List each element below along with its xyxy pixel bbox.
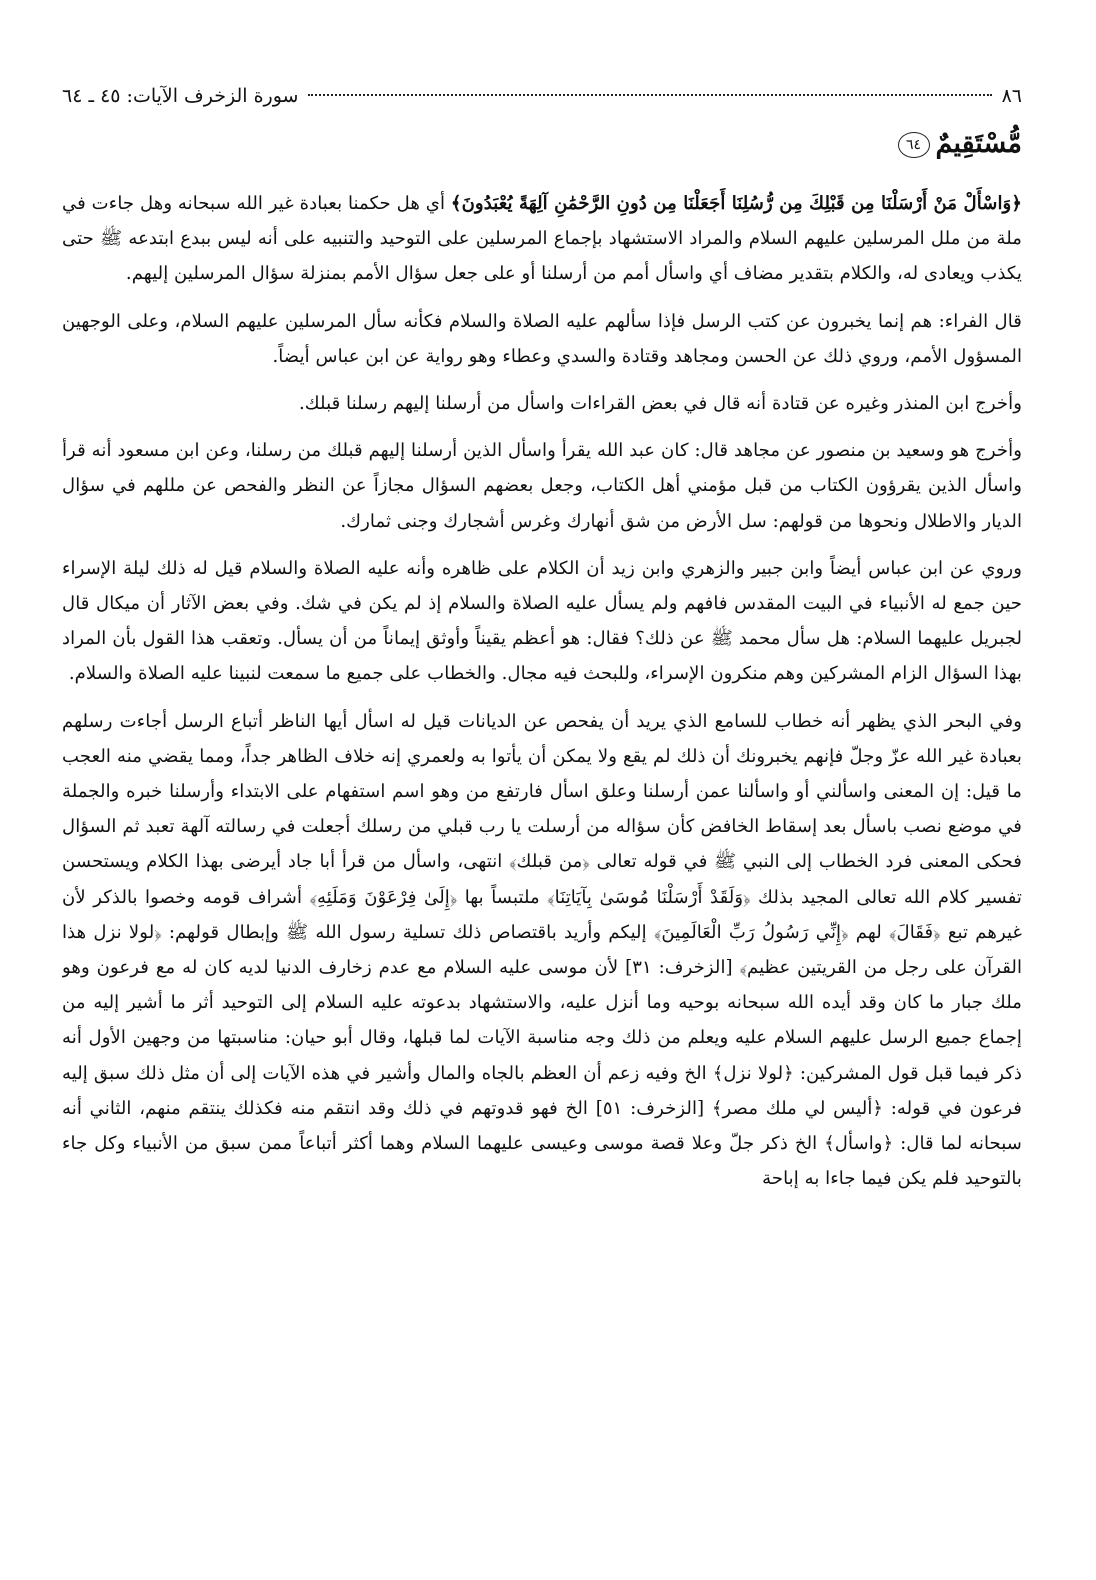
running-title: سورة الزخرف الآيات: ٤٥ ـ ٦٤: [62, 85, 299, 107]
paragraph-2: [62, 304, 1022, 374]
paragraph-text: وروي عن ابن عباس أيضاً وابن جبير والزهري وابن زيد أن الكلام على ظاهره وأنه عليه الصلاة والسلام قيل له ذلك ليلة الإسراء حين جمع له الأنبياء في البيت المقدس فافهم ولم يسأل عليه الصلاة والسلام إذ لم يكن في شك. وفي بعض الآثار أن ميكال قال لجبريل عليهما السلام: هل سأل محمد ﷺ عن ذلك؟ فقال: هو أعظم يقيناً وأوثق إيماناً من أن يسأل. وتعقب هذا القول بأن المراد بهذا السؤال الزام المشركين وهم منكرون الإسراء، وللبحث فيه مجال. والخطاب على جميع ما سمعت لنبينا عليه الصلاة والسلام.: [62, 557, 1022, 685]
quran-quote: ﴿وَاسْأَلْ مَنْ أَرْسَلْنَا مِن قَبْلِكَ مِن رُّسُلِنَا أَجَعَلْنَا مِن دُونِ الرَّحْمَٰنِ آلِهَةً يُعْبَدُونَ﴾: [450, 193, 1022, 214]
paragraph-text: قال الفراء: هم إنما يخبرون عن كتب الرسل فإذا سألهم عليه الصلاة والسلام فكأنه سأل المرسلين عليهم السلام، وعلى الوجهين المسؤول الأمم، وروي ذلك عن الحسن ومجاهد وقتادة والسدي وعطاء وهو رواية عن ابن عباس أيضاً.: [62, 310, 1022, 367]
paragraph-text: وأخرج هو وسعيد بن منصور عن مجاهد قال: كان عبد الله يقرأ واسأل الذين أرسلنا إليهم قبلك من رسلنا، وعن ابن مسعود أنه قرأ واسأل الذين يقرؤون الكتاب من قبل مؤمني أهل الكتاب، وجعل بعضهم السؤال مجازاً عن النظر والفحص عن مللهم في سؤال الديار والاطلال ونحوها من قولهم: سل الأرض من شق أنهارك وغرس أشجارك وجنى ثمارك.: [62, 440, 1022, 532]
page-header: [62, 78, 1022, 114]
paragraph-text: وأخرج ابن المنذر وغيره عن قتادة أنه قال في بعض القراءات واسأل من أرسلنا إليهم رسلنا قبلك.: [298, 393, 1022, 415]
book-page: [62, 78, 1022, 1558]
paragraph-6: [62, 704, 1022, 1197]
paragraph-text: وفي البحر الذي يظهر أنه خطاب للسامع الذي يريد أن يفحص عن الديانات قيل له اسأل أيها الناظر أتباع الرسل أجاءت رسلهم بعبادة غير الله عزّ وجلّ فإنهم يخبرونك أن ذلك لم يقع ولا يمكن أن يأتوا به ولعمري إنه خلاف الظاهر جداً، ومما يقضي منه العجب ما قيل: إن المعنى واسألني أو واسألنا عمن أرسلنا وعلق اسأل فارتفع من وهو اسم استفهام على الابتداء وأرسلنا خبره والجملة في موضع نصب باسأل بعد إسقاط الخافض كأن سؤاله من أرسلت يا رب قبلي من رسلك أجعلت في رسالته آلهة تعبد ثم السؤال فحكى المعنى فرد الخطاب إلى النبي ﷺ في قوله تعالى ﴿من قبلك﴾ انتهى، واسأل من قرأ أبا جاد أيرضى بهذا الكلام ويستحسن تفسير كلام الله تعالى المجيد بذلك ﴿وَلَقَدْ أَرْسَلْنَا مُوسَىٰ بِآيَاتِنَا﴾ ملتبساً بها ﴿إِلَىٰ فِرْعَوْنَ وَمَلَئِهِ﴾ أشراف قومه وخصوا بالذكر لأن غيرهم تبع ﴿فَقَالَ﴾ لهم ﴿إِنِّي رَسُولُ رَبِّ الْعَالَمِينَ﴾ إليكم وأريد باقتصاص ذلك تسلية رسول الله ﷺ وإبطال قولهم: ﴿لولا نزل هذا القرآن على رجل من القريتين عظيم﴾ [الزخرف: ٣١] لأن موسى عليه السلام مع عدم زخارف الدنيا لديه كان له مع فرعون وهو ملك جبار ما كان وقد أيده الله سبحانه بوحيه وما أنزل عليه، والاستشهاد بدعوته عليه السلام إلى التوحيد أثر ما أشير إليه من إجماع جميع الرسل عليهم السلام عليه ويعلم من ذلك وجه مناسبة الآيات لما قبلها، وقال أبو حيان: مناسبتها من وجهين الأول أنه ذكر فيما قبل قول المشركين: ﴿لولا نزل﴾ الخ وفيه زعم أن العظم بالجاه والمال وأشير في هذه الآيات إلى أن مثل ذلك سبق إليه فرعون في قوله: ﴿أليس لي ملك مصر﴾ [الزخرف: ٥١] الخ فهو قدوتهم في ذلك وقد انتقم منه فكذلك ينتقم منهم، الثاني أنه سبحانه لما قال: ﴿واسأل﴾ الخ ذكر جلّ وعلا قصة موسى وعيسى عليهما السلام وهما أكثر أتباعاً ممن سبق من الأنبياء وكل جاء بالتوحيد فلم يكن فيما جاءا به إباحة: [62, 710, 1022, 1190]
paragraph-4: [62, 433, 1022, 539]
paragraph-5: [62, 551, 1022, 692]
verse-ending-word: مُّسْتَقِيمٌ: [935, 128, 1022, 159]
paragraph-1: [62, 186, 1022, 292]
ayah-number-marker: ٦٤: [898, 132, 930, 158]
verse-ending: [62, 124, 1022, 164]
header-dotted-leader: [308, 94, 991, 96]
paragraph-3: [62, 386, 1022, 421]
paragraph-text: أي هل حكمنا بعبادة غير الله سبحانه وهل جاءت في ملة من ملل المرسلين عليهم السلام والمراد الاستشهاد بإجماع المرسلين على التوحيد والتنبيه على أنه ليس ببدع ابتدعه ﷺ حتى يكذب ويعادى له، والكلام بتقدير مضاف أي واسأل أمم من أرسلنا أو على جعل سؤال الأمم بمنزلة سؤال المرسلين إليهم.: [62, 193, 1022, 285]
page-number: ٨٦: [1001, 85, 1022, 107]
